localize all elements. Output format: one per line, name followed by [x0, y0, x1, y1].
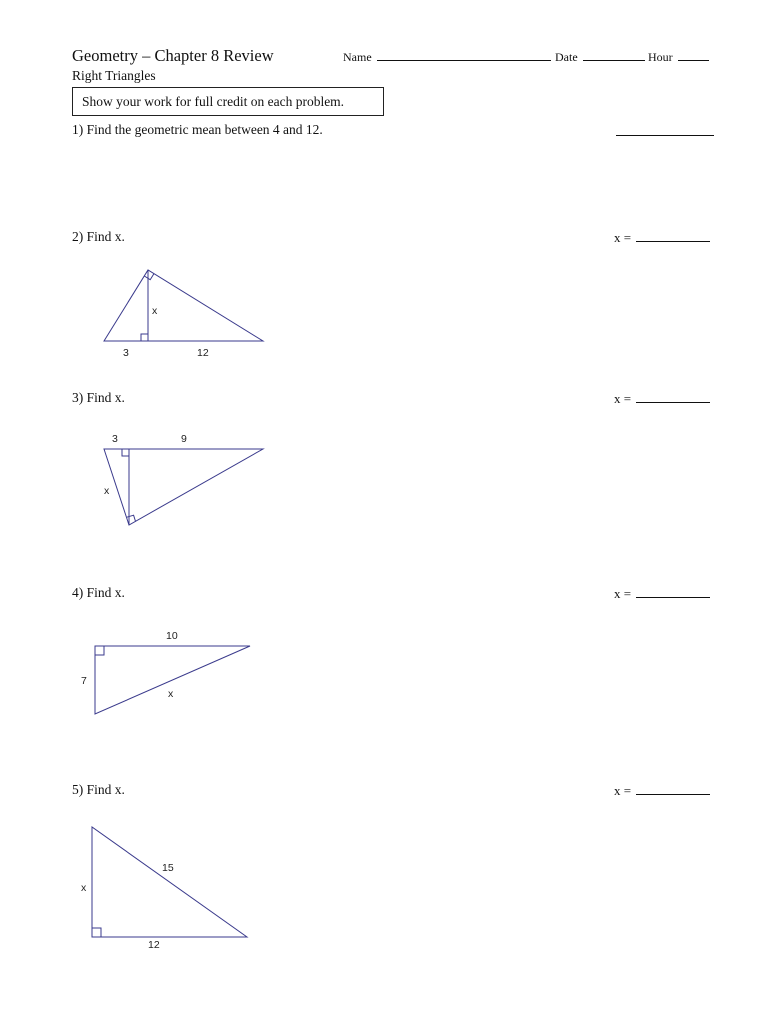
worksheet-title: Geometry – Chapter 8 Review: [72, 46, 274, 65]
problem-4-answer-prefix: x =: [614, 586, 632, 601]
problem-2-label-x: x: [152, 305, 158, 317]
problem-3-label-3: 3: [112, 433, 118, 445]
problem-3-text: 3) Find x.: [72, 390, 125, 405]
problem-2-triangle: [104, 270, 263, 341]
problem-3-answer-prefix: x =: [614, 391, 632, 406]
problem-3-label-9: 9: [181, 433, 187, 445]
problem-2-outline: [104, 270, 263, 341]
problem-3-outline: [104, 449, 263, 525]
problem-4-label-10: 10: [166, 630, 178, 642]
problem-5-label-15: 15: [162, 862, 174, 874]
problem-3-triangle: [104, 449, 263, 525]
problem-4-text: 4) Find x.: [72, 585, 125, 600]
problem-1-text: 1) Find the geometric mean between 4 and 12.: [72, 122, 323, 137]
problem-2-apex-right-angle-mark: [144, 274, 154, 280]
problem-5-outline: [92, 827, 247, 937]
problem-2-answer-prefix: x =: [614, 230, 632, 245]
problem-4-label-7: 7: [81, 675, 87, 687]
problem-5-answer-prefix: x =: [614, 783, 632, 798]
problem-2-text: 2) Find x.: [72, 229, 125, 244]
problem-4-right-angle-mark: [95, 646, 104, 655]
problem-4-triangle: [95, 646, 250, 714]
problem-4-outline: [95, 646, 250, 714]
problem-5-text: 5) Find x.: [72, 782, 125, 797]
problem-5-right-angle-mark: [92, 928, 101, 937]
name-label: Name: [343, 50, 372, 64]
date-label: Date: [555, 50, 578, 64]
problem-5-label-12: 12: [148, 939, 160, 951]
problem-5-triangle: [92, 827, 247, 937]
problem-2-label-12: 12: [197, 347, 209, 359]
worksheet-subtitle: Right Triangles: [72, 68, 156, 83]
problem-3-label-x: x: [104, 485, 110, 497]
problem-3-right-angle-mark: [122, 449, 129, 456]
problem-2-right-angle-mark: [141, 334, 148, 341]
problem-4-label-x: x: [168, 688, 174, 700]
problem-2-label-3: 3: [123, 347, 129, 359]
hour-label: Hour: [648, 50, 673, 64]
problem-5-label-x: x: [81, 882, 87, 894]
problem-3-bottom-right-angle-mark: [127, 515, 136, 521]
instructions-box: Show your work for full credit on each problem.: [72, 87, 384, 116]
